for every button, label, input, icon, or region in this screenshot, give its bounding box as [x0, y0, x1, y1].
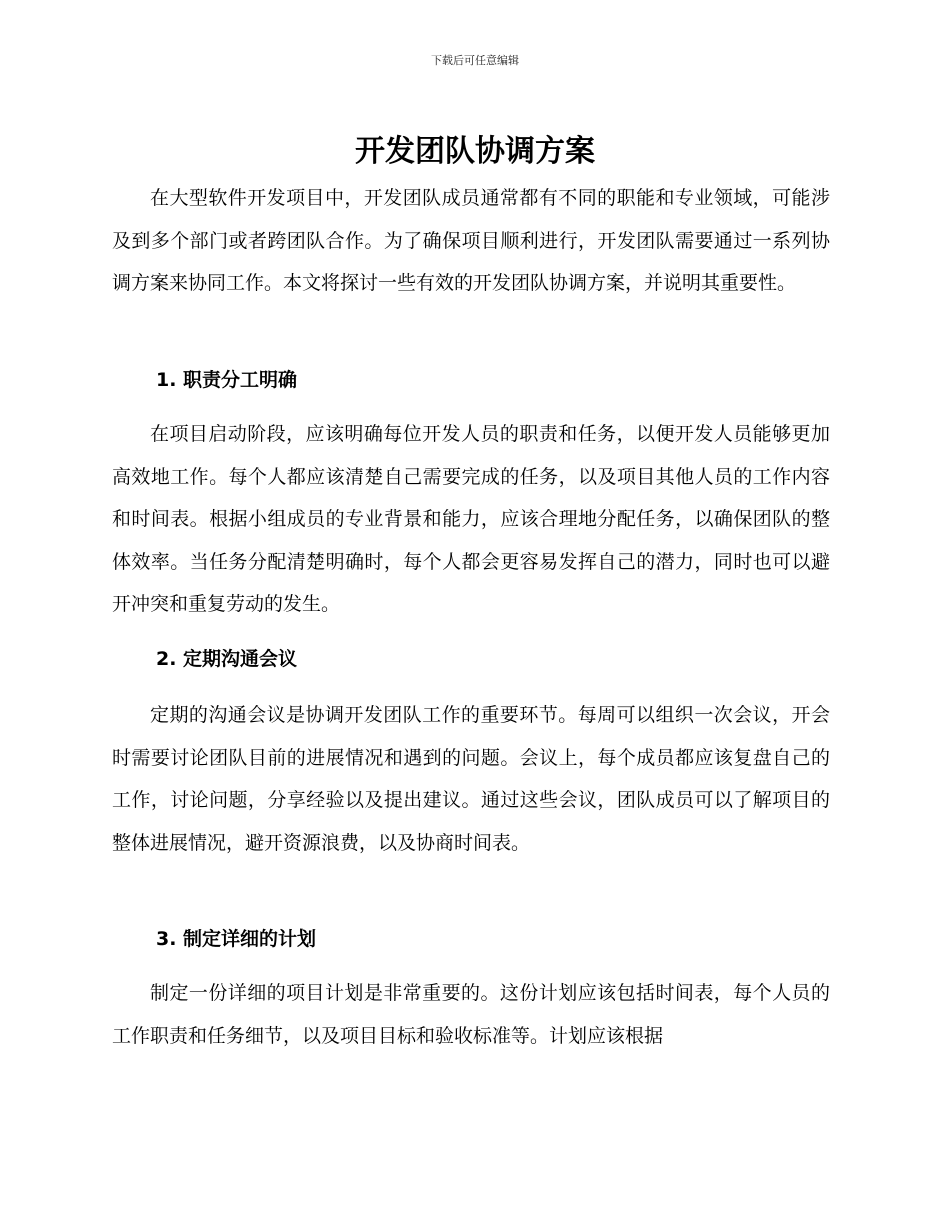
section-2-heading: 2. 定期沟通会议 [156, 648, 298, 670]
header-note: 下载后可任意编辑 [431, 54, 519, 67]
intro-paragraph: 在大型软件开发项目中，开发团队成员通常都有不同的职能和专业领域，可能涉及到多个部门或者跨团队合作。为了确保项目顺利进行，开发团队需要通过一系列协调方案来协同工作。本文将探讨一些有效的开发团队协调方案，并说明其重要性。 [112, 187, 830, 294]
section-2-paragraph: 定期的沟通会议是协调开发团队工作的重要环节。每周可以组织一次会议，开会时需要讨论团队目前的进展情况和遇到的问题。会议上，每个成员都应该复盘自己的工作，讨论问题，分享经验以及提出建议。通过这些会议，团队成员可以了解项目的整体进展情况，避开资源浪费，以及协商时间表。 [112, 704, 830, 854]
document-title: 开发团队协调方案 [355, 134, 595, 169]
section-1-heading: 1. 职责分工明确 [156, 369, 298, 391]
section-3-paragraph: 制定一份详细的项目计划是非常重要的。这份计划应该包括时间表，每个人员的工作职责和任务细节，以及项目目标和验收标准等。计划应该根据 [112, 982, 830, 1047]
section-1-paragraph: 在项目启动阶段，应该明确每位开发人员的职责和任务，以便开发人员能够更加高效地工作。每个人都应该清楚自己需要完成的任务，以及项目其他人员的工作内容和时间表。根据小组成员的专业背景和能力，应该合理地分配任务，以确保团队的整体效率。当任务分配清楚明确时，每个人都会更容易发挥自己的潜力，同时也可以避开冲突和重复劳动的发生。 [112, 423, 830, 615]
section-3-heading: 3. 制定详细的计划 [156, 928, 317, 950]
